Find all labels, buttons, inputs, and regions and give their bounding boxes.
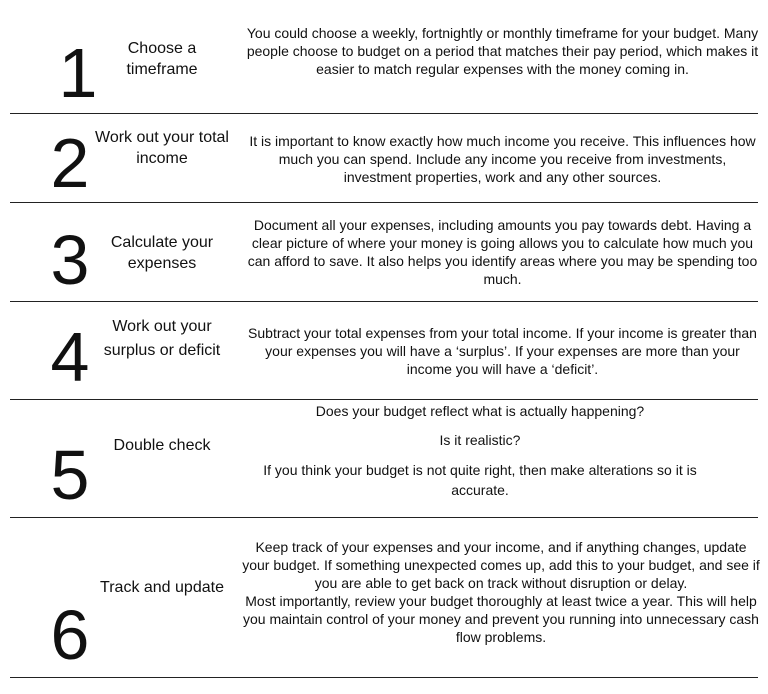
step-4-description: Subtract your total expenses from your total income. If your income is greater than your expenses you will have a ‘surplus’. If your expenses are more than your income you will have a ‘deficit’.	[248, 325, 757, 377]
step-5-line-3: If you think your budget is not quite right, then make alterations so it is accurate.	[263, 462, 697, 498]
divider	[10, 677, 758, 678]
step-2-title: Work out your total income	[95, 129, 229, 167]
step-1-number: 1	[58, 34, 98, 112]
step-4-title: Work out your surplus or deficit	[103, 318, 221, 359]
step-2-description: It is important to know exactly how much income you receive. This influences how much you can spend. Include any income you receive from investments, investment properties, work and any other sources.	[249, 133, 756, 185]
step-1-title: Choose a timeframe	[126, 40, 198, 78]
divider	[10, 301, 758, 302]
step-5-description	[245, 402, 715, 500]
step-2-number: 2	[50, 124, 90, 202]
step-4-number: 4	[50, 318, 90, 396]
step-3-title: Calculate your expenses	[110, 234, 214, 272]
step-6-paragraph-1: Keep track of your expenses and your income, and if anything changes, update your budget. If something unexpected comes up, add this to your budget, and see if you are able to get back on track without disruption or delay.	[242, 539, 760, 591]
divider	[10, 202, 758, 203]
divider	[10, 517, 758, 518]
divider	[10, 399, 758, 400]
step-5-line-2: Is it realistic?	[439, 432, 521, 448]
step-5-number: 5	[50, 436, 90, 514]
step-6-paragraph-2: Most importantly, review your budget thoroughly at least twice a year. This will help you maintain control of your money and prevent you running into unnecessary cash flow problems.	[243, 593, 759, 645]
step-6-number: 6	[50, 596, 90, 674]
step-6-description	[242, 538, 760, 646]
step-3-description: Document all your expenses, including amounts you pay towards debt. Having a clear picture of where your money is going allows you to calculate how much you can afford to save. It also helps you identify areas where you may be spending too much.	[247, 217, 758, 287]
step-5-title: Double check	[113, 437, 211, 454]
step-6-title: Track and update	[100, 579, 224, 596]
step-1-description: You could choose a weekly, fortnightly or monthly timeframe for your budget. Many people choose to budget on a period that matches their pay period, which makes it easier to match regular expenses with the money coming in.	[246, 25, 759, 77]
step-5-line-1: Does your budget reflect what is actually happening?	[315, 403, 645, 419]
step-3-number: 3	[50, 221, 90, 299]
divider	[10, 113, 758, 114]
